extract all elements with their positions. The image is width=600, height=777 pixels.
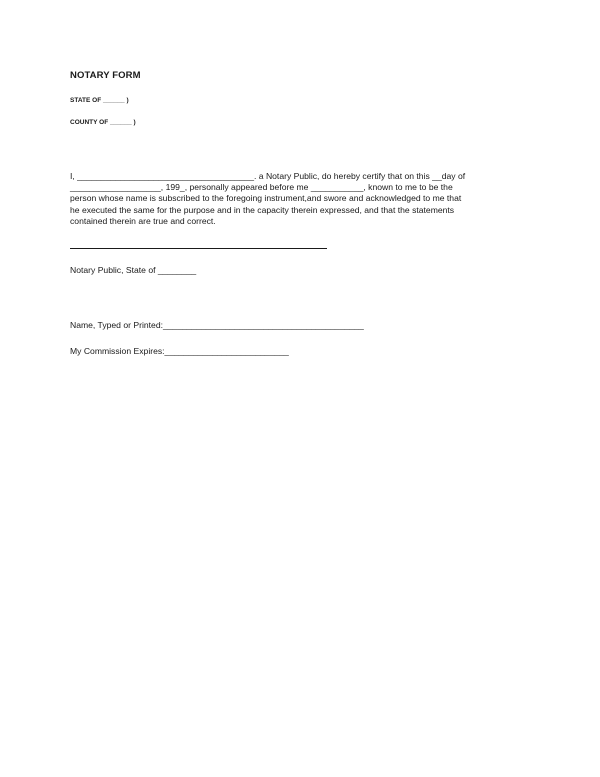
- certification-paragraph: [70, 171, 530, 227]
- signature-line: [70, 248, 327, 249]
- name-typed-printed-field: Name, Typed or Printed:__________________________________________: [70, 320, 364, 330]
- paragraph-line: I, _____________________________________. a Notary Public, do hereby certify that on this __day of: [70, 171, 466, 181]
- paragraph-line: person whose name is subscribed to the foregoing instrument,and swore and acknowledged to me that: [70, 193, 462, 204]
- form-title: NOTARY FORM: [70, 70, 141, 81]
- paragraph-line: ___________________, 199_, personally appeared before me ___________, known to me to be the: [70, 182, 453, 193]
- state-of-line: STATE OF ______ ): [70, 97, 129, 104]
- county-of-line: COUNTY OF ______ ): [70, 119, 136, 126]
- notary-public-state-field: Notary Public, State of ________: [70, 265, 197, 275]
- paragraph-line: contained therein are true and correct.: [70, 215, 216, 226]
- paragraph-line: he executed the same for the purpose and in the capacity therein expressed, and that the statements: [70, 204, 455, 215]
- commission-expires-field: My Commission Expires:__________________________: [70, 346, 289, 356]
